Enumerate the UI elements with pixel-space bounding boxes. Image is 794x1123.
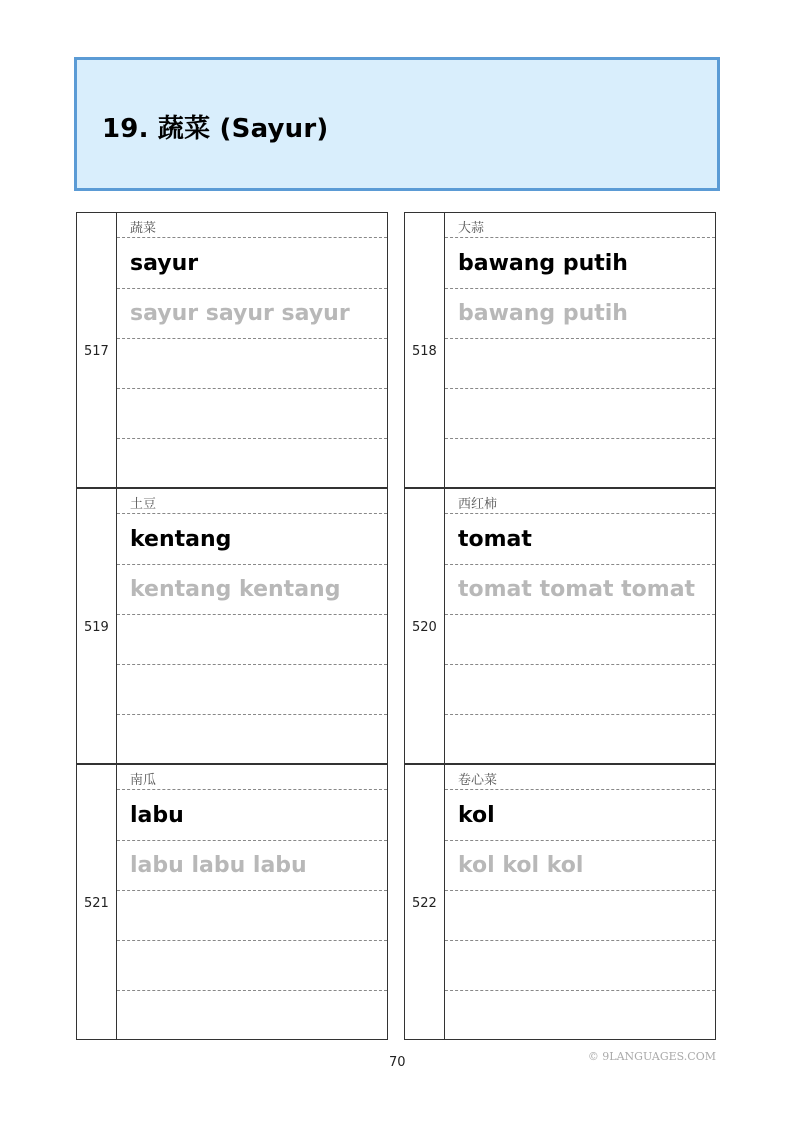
- dashed-rule: [117, 714, 387, 715]
- vocab-card-519: [76, 488, 388, 764]
- dashed-rule: [117, 789, 387, 790]
- page-number: 70: [389, 1055, 406, 1070]
- entry-number: 520: [412, 620, 437, 635]
- dashed-rule: [445, 288, 715, 289]
- dashed-rule: [445, 564, 715, 565]
- dashed-rule: [117, 513, 387, 514]
- entry-number: 519: [84, 620, 109, 635]
- chinese-meaning: 卷心菜: [458, 773, 498, 788]
- number-column: [405, 765, 445, 1039]
- dashed-rule: [445, 990, 715, 991]
- dashed-rule: [445, 664, 715, 665]
- vocab-card-522: [404, 764, 716, 1040]
- dashed-rule: [117, 388, 387, 389]
- dashed-rule: [117, 664, 387, 665]
- dashed-rule: [117, 940, 387, 941]
- dashed-rule: [117, 237, 387, 238]
- dashed-rule: [445, 714, 715, 715]
- vocab-word: sayur: [130, 251, 199, 276]
- dashed-rule: [445, 513, 715, 514]
- vocab-card-518: [404, 212, 716, 488]
- dashed-rule: [445, 237, 715, 238]
- vocab-card-517: [76, 212, 388, 488]
- number-column: [405, 213, 445, 487]
- number-column: [77, 213, 117, 487]
- trace-text: kentang kentang: [130, 577, 341, 602]
- dashed-rule: [445, 614, 715, 615]
- number-column: [77, 489, 117, 763]
- dashed-rule: [117, 288, 387, 289]
- dashed-rule: [117, 338, 387, 339]
- entry-number: 517: [84, 344, 109, 359]
- vocab-card-521: [76, 764, 388, 1040]
- vocab-word: kol: [458, 803, 495, 828]
- number-column: [77, 765, 117, 1039]
- dashed-rule: [445, 438, 715, 439]
- chinese-meaning: 西红柿: [458, 497, 498, 512]
- chinese-meaning: 南瓜: [130, 773, 157, 788]
- trace-text: kol kol kol: [458, 853, 584, 878]
- vocab-word: labu: [130, 803, 184, 828]
- dashed-rule: [117, 990, 387, 991]
- chapter-header: [74, 57, 720, 191]
- vocab-word: kentang: [130, 527, 232, 552]
- number-column: [405, 489, 445, 763]
- entry-number: 518: [412, 344, 437, 359]
- dashed-rule: [117, 890, 387, 891]
- vocab-word: bawang putih: [458, 251, 628, 276]
- dashed-rule: [117, 614, 387, 615]
- trace-text: tomat tomat tomat: [458, 577, 696, 602]
- dashed-rule: [117, 564, 387, 565]
- entry-number: 522: [412, 896, 437, 911]
- trace-text: labu labu labu: [130, 853, 307, 878]
- trace-text: bawang putih: [458, 301, 628, 326]
- vocab-word: tomat: [458, 527, 532, 552]
- chinese-meaning: 土豆: [130, 497, 157, 512]
- dashed-rule: [445, 840, 715, 841]
- dashed-rule: [445, 789, 715, 790]
- dashed-rule: [445, 388, 715, 389]
- chapter-title: 19. 蔬菜 (Sayur): [102, 114, 329, 144]
- entry-number: 521: [84, 896, 109, 911]
- vocab-card-520: [404, 488, 716, 764]
- dashed-rule: [117, 840, 387, 841]
- dashed-rule: [445, 940, 715, 941]
- dashed-rule: [117, 438, 387, 439]
- trace-text: sayur sayur sayur: [130, 301, 350, 326]
- chinese-meaning: 蔬菜: [130, 221, 157, 236]
- dashed-rule: [445, 338, 715, 339]
- dashed-rule: [445, 890, 715, 891]
- copyright-notice: © 9LANGUAGES.COM: [587, 1050, 716, 1063]
- chinese-meaning: 大蒜: [458, 221, 485, 236]
